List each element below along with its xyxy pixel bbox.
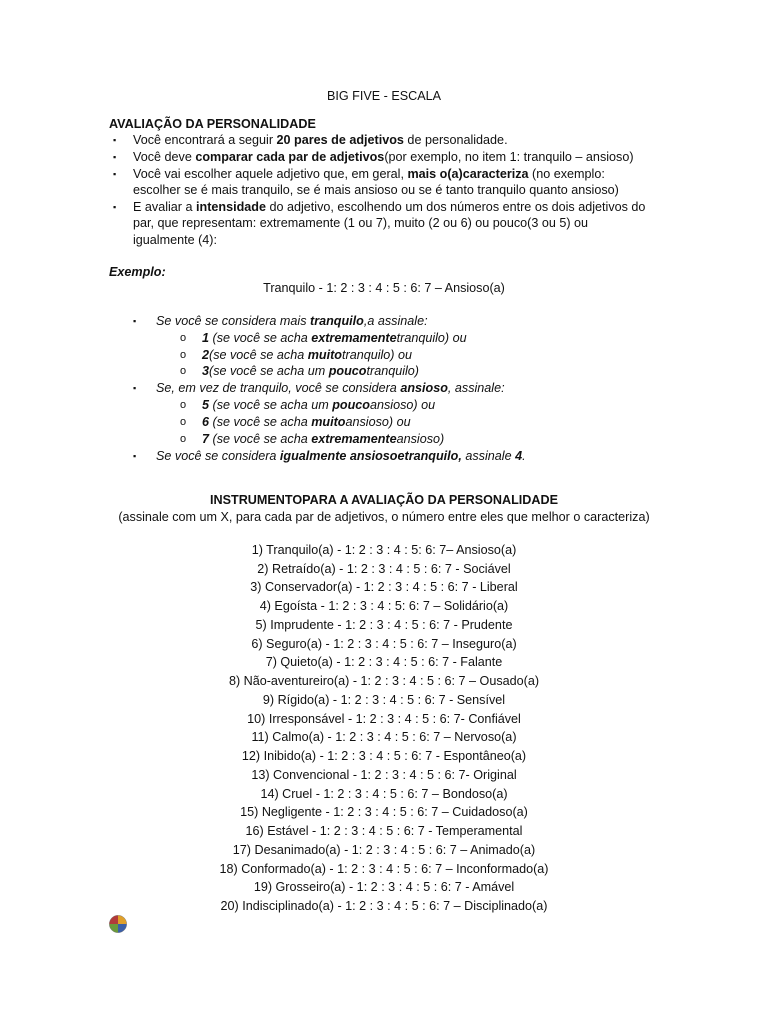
scale-item: 12) Inibido(a) - 1: 2 : 3 : 4 : 5 : 6: 7 - Espontâneo(a) [241,749,527,763]
intro-bullet-3-line-2: escolher se é mais tranquilo, se é mais ansioso ou se é tanto tranquilo quanto ansioso) [133,183,619,197]
scale-item: 17) Desanimado(a) - 1: 2 : 3 : 4 : 5 : 6: 7 – Animado(a) [232,843,536,857]
logo-q2 [118,924,127,933]
intro-bullet-3: Você vai escolher aquele adjetivo que, em geral, mais o(a)caracteriza (no exemplo: [133,167,605,181]
logo-q4 [110,916,119,925]
scale-item: 13) Convencional - 1: 2 : 3 : 4 : 5 : 6: 7- Original [251,768,517,782]
sub-bullet-marker: o [180,433,187,445]
scale-item: 15) Negligente - 1: 2 : 3 : 4 : 5 : 6: 7 – Cuidadoso(a) [240,805,528,819]
bullet-marker: ▪ [113,202,117,212]
bullet-marker: ▪ [133,383,137,393]
bullet-marker: ▪ [113,169,117,179]
bullet-marker: ▪ [133,451,137,461]
intro-bullet-2: Você deve comparar cada par de adjetivos(por exemplo, no item 1: tranquilo – ansioso) [133,150,634,164]
scale-item: 7) Quieto(a) - 1: 2 : 3 : 4 : 5 : 6: 7 - Falante [265,655,503,669]
scale-item: 10) Irresponsável - 1: 2 : 3 : 4 : 5 : 6: 7- Confiável [247,712,521,726]
bullet-marker: ▪ [113,152,117,162]
document-title: BIG FIVE - ESCALA [326,89,442,103]
logo-q1 [118,916,127,925]
example-option-3: 3(se você se acha um poucotranquilo) [202,364,420,378]
instrument-heading: INSTRUMENTOPARA A AVALIAÇÃO DA PERSONALIDADE [210,493,558,507]
example-group-1: Se você se considera mais tranquilo,a assinale: [156,314,428,328]
scale-item: 20) Indisciplinado(a) - 1: 2 : 3 : 4 : 5 : 6: 7 – Disciplinado(a) [220,899,548,913]
scale-item: 2) Retraído(a) - 1: 2 : 3 : 4 : 5 : 6: 7 - Sociável [257,562,511,576]
sub-bullet-marker: o [180,349,187,361]
scale-item: 18) Conformado(a) - 1: 2 : 3 : 4 : 5 : 6: 7 – Inconformado(a) [219,862,549,876]
example-option-1: 1 (se você se acha extremamentetranquilo) ou [202,331,467,345]
instrument-subheading: (assinale com um X, para cada par de adjetivos, o número entre eles que melhor o caracteriza) [118,510,650,524]
bullet-marker: ▪ [113,135,117,145]
sub-bullet-marker: o [180,416,187,428]
scale-item: 6) Seguro(a) - 1: 2 : 3 : 4 : 5 : 6: 7 – Inseguro(a) [251,637,517,651]
intro-bullet-1: Você encontrará a seguir 20 pares de adjetivos de personalidade. [133,133,508,147]
example-group-3: Se você se considera igualmente ansiosoetranquilo, assinale 4. [156,449,526,463]
intro-bullet-4-line-2: par, que representam: extremamente (1 ou 7), muito (2 ou 6) ou pouco(3 ou 5) ou [133,216,589,230]
section-heading: AVALIAÇÃO DA PERSONALIDADE [109,117,316,131]
scale-item: 1) Tranquilo(a) - 1: 2 : 3 : 4 : 5: 6: 7– Ansioso(a) [251,543,517,557]
intro-bullet-4-line-3: igualmente (4): [133,233,217,247]
footer-logo-icon [109,915,127,933]
sub-bullet-marker: o [180,365,187,377]
example-option-5: 5 (se você se acha um poucoansioso) ou [202,398,436,412]
scale-item: 14) Cruel - 1: 2 : 3 : 4 : 5 : 6: 7 – Bondoso(a) [260,787,508,801]
example-option-7: 7 (se você se acha extremamenteansioso) [202,432,445,446]
bullet-marker: ▪ [133,316,137,326]
intro-bullet-4: E avaliar a intensidade do adjetivo, escolhendo um dos números entre os dois adjetivos do [133,200,646,214]
scale-item: 16) Estável - 1: 2 : 3 : 4 : 5 : 6: 7 - Temperamental [245,824,523,838]
example-label: Exemplo: [109,265,166,279]
scale-item: 19) Grosseiro(a) - 1: 2 : 3 : 4 : 5 : 6: 7 - Amável [253,880,515,894]
example-scale: Tranquilo - 1: 2 : 3 : 4 : 5 : 6: 7 – Ansioso(a) [263,281,505,295]
scale-item: 8) Não-aventureiro(a) - 1: 2 : 3 : 4 : 5 : 6: 7 – Ousado(a) [228,674,540,688]
sub-bullet-marker: o [180,332,187,344]
sub-bullet-marker: o [180,399,187,411]
scale-item: 11) Calmo(a) - 1: 2 : 3 : 4 : 5 : 6: 7 – Nervoso(a) [251,730,517,744]
scale-item: 9) Rígido(a) - 1: 2 : 3 : 4 : 5 : 6: 7 - Sensível [262,693,506,707]
scale-item: 3) Conservador(a) - 1: 2 : 3 : 4 : 5 : 6: 7 - Liberal [250,580,518,594]
scale-item: 5) Imprudente - 1: 2 : 3 : 4 : 5 : 6: 7 - Prudente [255,618,513,632]
scale-item: 4) Egoísta - 1: 2 : 3 : 4 : 5: 6: 7 – Solidário(a) [259,599,509,613]
example-group-2: Se, em vez de tranquilo, você se considera ansioso, assinale: [156,381,505,395]
example-option-2: 2(se você se acha muitotranquilo) ou [202,348,413,362]
example-option-6: 6 (se você se acha muitoansioso) ou [202,415,411,429]
logo-q3 [110,924,119,933]
